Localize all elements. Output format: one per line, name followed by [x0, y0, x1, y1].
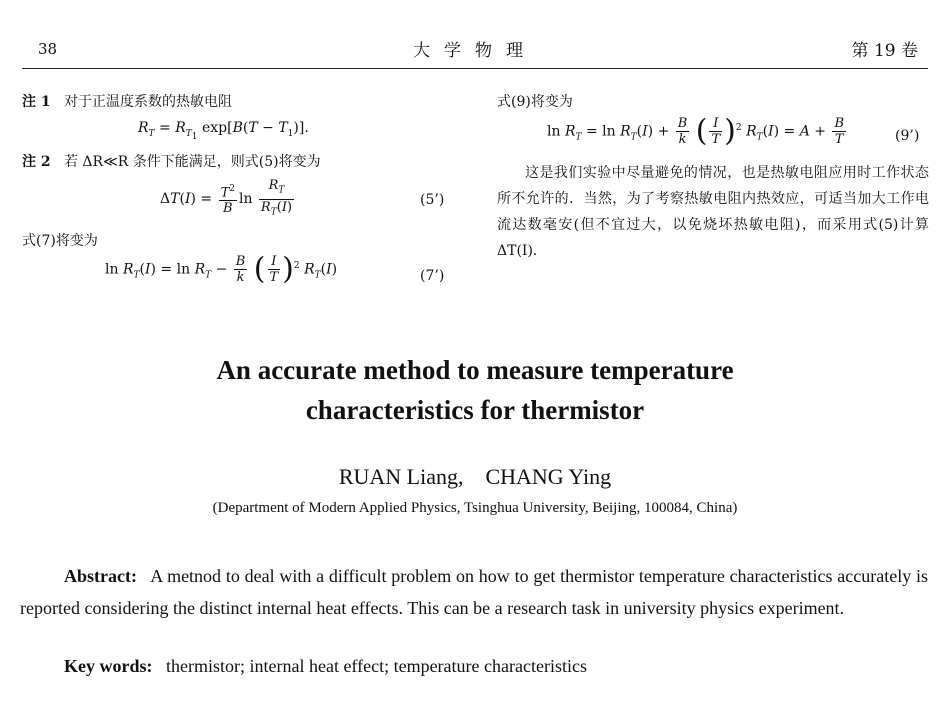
- note2: [22, 152, 321, 172]
- equation-5prime: ΔT(I) = $\frac{T^2}{B}$ ln $\frac{R_T}{R_T(I)}$: [160, 178, 293, 218]
- eq7-intro: 式(7)将变为: [22, 233, 98, 249]
- keywords-label: Key words:: [64, 656, 153, 676]
- note1: [22, 92, 232, 112]
- keywords-text: thermistor; internal heat effect; temperature characteristics: [166, 656, 587, 676]
- english-title-line2: characteristics for thermistor: [305, 395, 645, 425]
- page-number: 38: [38, 40, 58, 58]
- equation-9prime: $\ln R_T = \ln R_T(I)$ + $\frac{B}{k}$ ( $\frac{I}{T}$ )$^2$ $R_T(I) = A$ + $\frac{B}{T}$: [547, 113, 845, 149]
- note2-text: 若 ΔR≪R 条件下能满足，则式(5)将变为: [63, 154, 321, 170]
- header-rule: [22, 68, 928, 69]
- volume-label: 第 19 卷: [851, 41, 918, 61]
- authors: RUAN Liang, CHANG Ying: [338, 464, 612, 489]
- equation-7prime-number: (7’): [420, 268, 445, 284]
- note1-label: 注 1: [22, 94, 51, 110]
- journal-title: 大学物理: [413, 41, 537, 61]
- eq9-intro: 式(9)将变为: [497, 94, 573, 110]
- english-title-line1: An accurate method to measure temperature: [216, 355, 734, 385]
- note2-label: 注 2: [22, 154, 51, 170]
- affiliation: (Department of Modern Applied Physics, Tsinghua University, Beijing, 100084, China): [212, 500, 738, 516]
- abstract-text: A metnod to deal with a difficult problem on how to get thermistor temperature characteristics accurately is reported considering the distinct internal heat effects. This can be a research task in university physics experiment.: [20, 566, 928, 618]
- equation-5prime-number: (5’): [420, 192, 445, 208]
- equation-7prime: $\ln R_T(I) = \ln R_T$ − $\frac{B}{k}$ ( $\frac{I}{T}$ )$^2$ $R_T(I)$: [105, 251, 338, 287]
- equation-9prime-number: (9’): [895, 128, 920, 144]
- equation-note1: $R_T = R_{T_1}$ $\exp[B(T - T_1)]$.: [138, 120, 309, 142]
- note1-text: 对于正温度系数的热敏电阻: [63, 94, 232, 110]
- keywords: [64, 656, 587, 677]
- right-paragraph: 这是我们实验中尽量避免的情况，也是热敏电阻应用时工作状态所不允许的．当然，为了考察热敏电阻内热效应，可适当加大工作电流达数毫安(但不宜过大，以免烧坏热敏电阻)，而采用式(5)计算 ΔT(I)．: [497, 165, 929, 259]
- abstract: [20, 560, 928, 624]
- abstract-label: Abstract:: [64, 566, 137, 586]
- english-title: [0, 350, 950, 430]
